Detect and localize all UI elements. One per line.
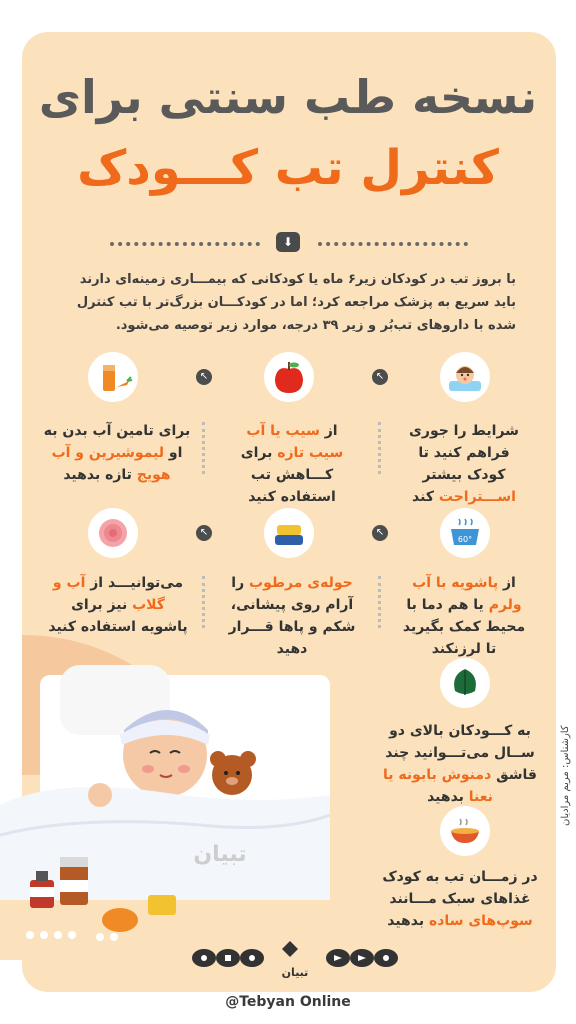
water-basin-icon [440, 508, 490, 558]
arrow-down-icon: ⬇ [276, 232, 300, 252]
arrow-dot-3: ↖ [372, 525, 388, 541]
dotted-divider-right [318, 242, 468, 246]
column-divider [378, 576, 381, 628]
tip-towel: حوله‌ی مرطوب را آرام روی پیشانی، شکم و پاها قـــرار دهید [228, 575, 356, 657]
carrot-juice-icon [88, 352, 138, 402]
intro-paragraph: با بروز تب در کودکان زیر۶ ماه یا کودکانی که بیمـــاری زمینه‌ای دارند باید سریع به پزشک مراجعه کرد؛ اما در کودکـــان بزرگ‌تر با تب کنترل شده با داروهای تب‌بُر و زیر ۳۹ درجه، موارد زیر توصیه می‌شود. [76, 272, 516, 333]
tebyan-logo-text: تبیان [281, 966, 309, 979]
apple-icon [264, 352, 314, 402]
column-divider [202, 576, 205, 628]
column-divider [378, 422, 381, 474]
footer-handle[interactable]: @Tebyan Online [225, 994, 351, 1010]
child-in-bed-icon [440, 352, 490, 402]
tip-herbal-tea: به کـــودکان بالای دو ســال می‌تـــوانید چند قاشق دمنوش بابونه یا نعنا بدهید [383, 723, 537, 805]
tip-soup: در زمـــان تب به کودک غذاهای سبک مـــانند سوپ‌های ساده بدهید [382, 869, 538, 929]
tip-apple: از سیب یا آب سیب تازه برای کـــاهش تب استفاده کنید [240, 423, 344, 505]
title-line-2: کنترل تب کـــودک [77, 140, 499, 196]
watermark-text: تبیان [193, 842, 247, 867]
tip-rosewater: می‌توانیـــد از آب و گلاب نیز برای پاشویه استفاده کنید [48, 575, 188, 635]
dotted-divider-left [110, 242, 260, 246]
tip-foot-bath: از پاشویه با آب ولرم یا هم دما با محیط کمک بگیرید تا لرزنکند [402, 575, 526, 657]
arrow-dot-4: ↖ [196, 525, 212, 541]
mint-leaf-icon [440, 658, 490, 708]
tip-rest: شرایط را جوری فراهم کنید تا کودک بیشتر اســـتراحت کند [409, 423, 519, 505]
column-divider [202, 422, 205, 474]
towel-icon [264, 508, 314, 558]
soup-bowl-icon [440, 806, 490, 856]
title-line-1: نسخه طب سنتی برای [38, 70, 538, 124]
sick-child-in-bed-illustration [0, 635, 330, 960]
svg-text:60°: 60° [457, 535, 473, 544]
arrow-dot-2: ↖ [196, 369, 212, 385]
rose-icon [88, 508, 138, 558]
author-credit: کارشناس: مریم مرادیان [560, 725, 571, 826]
arrow-dot-1: ↖ [372, 369, 388, 385]
tip-juice: برای تامین آب بدن به او لیموشیرین و آب هویج تازه بدهید [43, 423, 191, 483]
